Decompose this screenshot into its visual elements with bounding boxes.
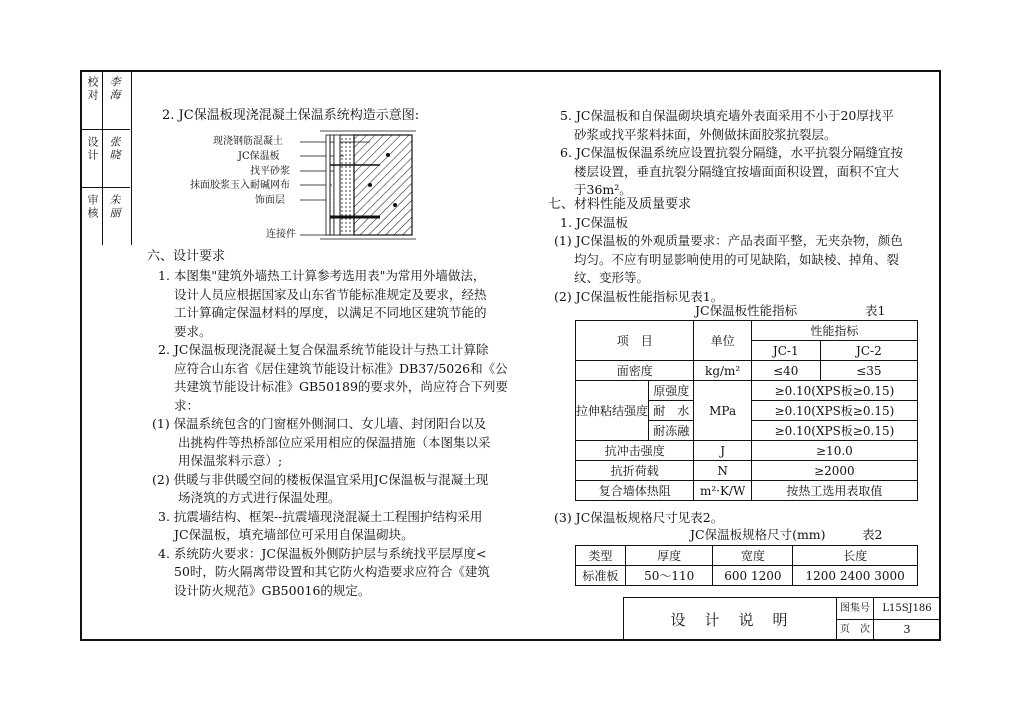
page-label: 页 次 — [840, 624, 870, 635]
diagram-title: 2. JC保温板现浇混凝土保温系统构造示意图: — [162, 108, 420, 123]
diagram-label: 找平砂浆 — [250, 166, 290, 177]
text-line: 出挑构件等热桥部位应采用相应的保温措施（本图集以采 — [178, 434, 491, 450]
table1-header-jc2: JC-2 — [820, 341, 917, 361]
sidebar-role: 审核 — [86, 194, 99, 220]
text-line: 用保温浆料示意）; — [178, 453, 283, 468]
sidebar-signature: 张晓 — [108, 136, 121, 162]
table-cell: 拉伸粘结强度 — [576, 381, 649, 441]
table-cell: 类型 — [576, 546, 626, 566]
text-line: 50时，防火隔离带设置和其它防火构造要求应符合《建筑 — [174, 564, 490, 579]
sidebar-signature: 李海 — [108, 76, 121, 102]
table2-title: JC保温板规格尺寸(mm) — [690, 527, 826, 542]
diagram-label: 饰面层 — [255, 195, 285, 206]
text-line: 5. JC保温板和自保温砌块填充墙外表面采用不小于20厚找平 — [560, 108, 894, 123]
text-line: 4. 系统防火要求：JC保温板外侧防护层与系统找平层厚度< — [158, 545, 487, 561]
table-cell: 宽度 — [713, 546, 793, 566]
text-line: 均匀。不应有明显影响使用的可见缺陷，如缺棱、掉角、裂 — [574, 251, 900, 267]
text-line: 纹、变形等。 — [574, 270, 650, 285]
atlas-label: 图集号 — [840, 603, 870, 614]
table1-number: 表1 — [865, 303, 886, 318]
table-cell: N — [694, 461, 751, 481]
table-row — [576, 566, 918, 586]
section6-heading: 六、设计要求 — [147, 249, 226, 264]
text-line: 于36m²。 — [574, 182, 632, 197]
table2-number: 表2 — [862, 527, 883, 542]
table-cell: 耐冻融 — [649, 421, 694, 441]
section7-sub1: 1. JC保温板 — [560, 215, 628, 230]
table-cell: m²·K/W — [694, 481, 751, 501]
table-cell: ≤40 — [751, 361, 820, 381]
table-cell: 原强度 — [649, 381, 694, 401]
table-cell: 长度 — [793, 546, 918, 566]
table-row — [576, 381, 918, 401]
table-cell: 厚度 — [625, 546, 713, 566]
text-line: (2) JC保温板性能指标见表1。 — [554, 288, 724, 304]
table-row — [576, 546, 918, 566]
text-line: 应符合山东省《居住建筑节能设计标准》DB37/5026和《公 — [174, 360, 508, 376]
sidebar-divider — [102, 70, 103, 245]
connector-label: 连接件 — [266, 229, 296, 240]
table-cell: 耐 水 — [649, 401, 694, 421]
table2-intro: (3) JC保温板规格尺寸见表2。 — [554, 510, 724, 525]
table-cell: ≤35 — [820, 361, 917, 381]
table-cell: ≥2000 — [751, 461, 917, 481]
table1 — [575, 320, 918, 501]
sidebar-row — [80, 70, 130, 130]
diagram-label: 现浇钢筋混凝土 — [213, 136, 283, 147]
text-line: 1. 本图集"建筑外墙热工计算参考选用表"为常用外墙做法， — [158, 268, 486, 283]
sidebar-row — [80, 188, 130, 245]
text-line: 设计人员应根据国家及山东省节能标准规定及要求，经热 — [174, 286, 487, 302]
text-line: (1) JC保温板的外观质量要求：产品表面平整，无夹杂物，颜色 — [554, 233, 903, 248]
title-block-divider — [836, 619, 940, 620]
table1-header-jc1: JC-1 — [751, 341, 820, 361]
table-cell: ≥0.10(XPS板≥0.15) — [751, 421, 917, 441]
text-line: 求： — [174, 397, 200, 413]
text-line: (2) 供暖与非供暖空间的楼板保温宜采用JC保温板与混凝土现 — [152, 471, 489, 487]
text-line: 场浇筑的方式进行保温处理。 — [178, 490, 341, 505]
title-block-title: 设 计 说 明 — [670, 610, 790, 629]
text-line: JC保温板，填充墙部位可采用自保温砌块。 — [174, 527, 414, 542]
section7-heading: 七、材料性能及质量要求 — [548, 197, 692, 212]
atlas-number: L15SJ186 — [882, 603, 932, 614]
table-cell: 50～110 — [625, 566, 713, 586]
table-row — [576, 481, 918, 501]
table1-header-perf: 性能指标 — [751, 321, 917, 341]
table-cell: kg/m² — [694, 361, 751, 381]
right-top-body — [560, 107, 903, 200]
table-cell: MPa — [694, 381, 751, 441]
table-cell: ≥0.10(XPS板≥0.15) — [751, 401, 917, 421]
sidebar-role: 设计 — [86, 136, 99, 162]
text-line: 共建筑节能设计标准》GB50189的要求外，尚应符合下列要 — [174, 379, 508, 394]
table-row — [576, 441, 918, 461]
sidebar-role: 校对 — [86, 76, 99, 102]
text-line: 工计算确定保温材料的厚度，以满足不同地区建筑节能的 — [174, 305, 487, 320]
table-cell: J — [694, 441, 751, 461]
sidebar-signature: 朱丽 — [108, 194, 121, 220]
table-cell: 抗冲击强度 — [576, 441, 694, 461]
diagram-label: JC保温板 — [238, 151, 280, 162]
table-cell: ≥10.0 — [751, 441, 917, 461]
signature-sidebar — [80, 70, 132, 245]
table-row — [576, 361, 918, 381]
text-line: 砂浆或找平浆料抹面，外侧做抹面胶浆抗裂层。 — [574, 126, 837, 142]
wall-section-diagram — [300, 125, 430, 250]
table-cell: 600 1200 — [713, 566, 793, 586]
text-line: 2. JC保温板现浇混凝土复合保温系统节能设计与热工计算除 — [158, 342, 489, 357]
text-line: 3. 抗震墙结构、框架--抗震墙现浇混凝土工程围护结构采用 — [158, 508, 483, 524]
table1-header-item: 项 目 — [576, 321, 694, 361]
title-block — [623, 597, 941, 641]
table-cell: 1200 2400 3000 — [793, 566, 918, 586]
section6-body — [152, 267, 508, 600]
table-cell: 按热工选用表取值 — [751, 481, 917, 501]
page-number: 3 — [903, 623, 911, 636]
table-row — [576, 461, 918, 481]
text-line: 6. JC保温板保温系统应设置抗裂分隔缝，水平抗裂分隔缝宜按 — [560, 145, 903, 160]
table1-title: JC保温板性能指标 — [695, 303, 798, 318]
table-cell: ≥0.10(XPS板≥0.15) — [751, 381, 917, 401]
text-line: (1) 保温系统包含的门窗框外侧洞口、女儿墙、封闭阳台以及 — [152, 416, 487, 431]
text-line: 要求。 — [174, 323, 212, 339]
section7-body — [554, 232, 903, 306]
table-cell: 标准板 — [576, 566, 626, 586]
table1-header-unit: 单位 — [694, 321, 751, 361]
table-cell: 抗折荷载 — [576, 461, 694, 481]
text-line: 楼层设置，垂直抗裂分隔缝宜按墙面面积设置，面积不宜大 — [574, 163, 900, 179]
diagram-label: 抹面胶浆玉入耐碱网布 — [190, 180, 290, 191]
table2 — [575, 545, 918, 586]
table-cell: 复合墙体热阻 — [576, 481, 694, 501]
text-line: 设计防火规范》GB50016的规定。 — [174, 582, 371, 598]
table-cell: 面密度 — [576, 361, 694, 381]
sidebar-row — [80, 130, 130, 188]
